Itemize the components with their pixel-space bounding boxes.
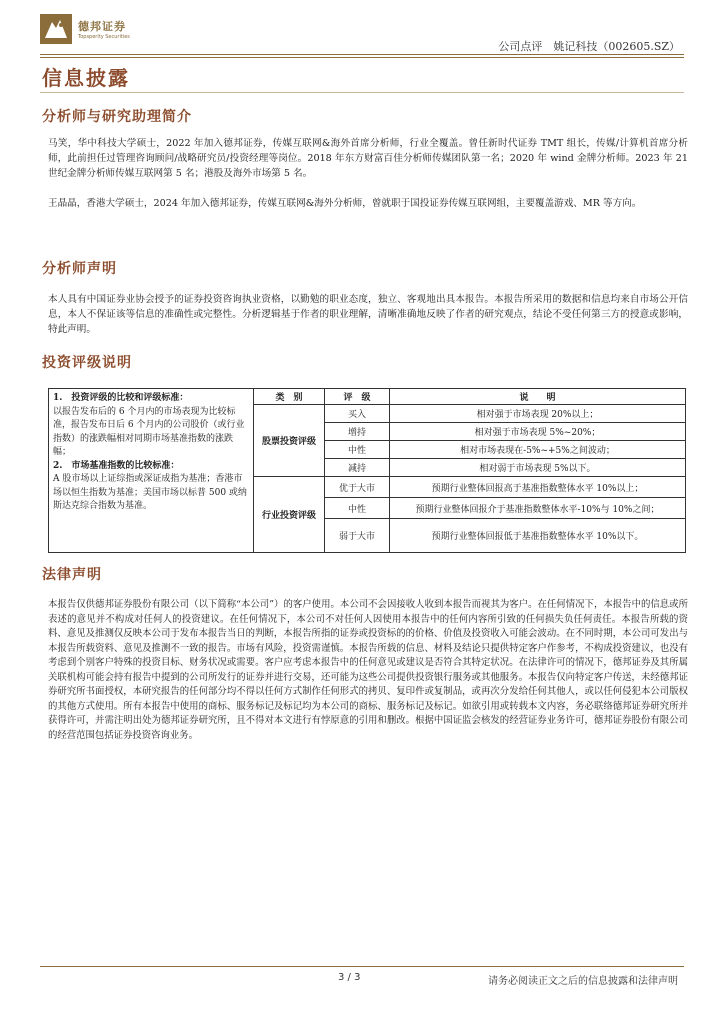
rating-description: 预期行业整体回报高于基准指数整体水平 10%以上； [390, 477, 686, 498]
rating-value: 增持 [325, 423, 390, 441]
analyst-intro-paragraph-1: 马笑，华中科技大学硕士，2022 年加入德邦证券，传媒互联网&海外首席分析师，行业全覆盖。曾任新时代证券 TMT 组长，传媒/计算机首席分析师，此前担任过管理咨询顾问/战略研究员/投资经理等岗位。2018 年东方财富百佳分析师传媒团队第一名；2020 年 wind 金牌分析师。2023 年 21 世纪金牌分析师传媒互联网第 5 名；港股及海外市场第 5 名。 [48, 138, 688, 179]
company-logo [40, 14, 150, 46]
logo-name: 德邦证券 [78, 20, 126, 33]
rating-criteria-text-1: 以报告发布后的 6 个月内的市场表现为比较标准，报告发布日后 6 个月内的公司股价（或行业指数）的涨跌幅相对同期市场基准指数的涨跌幅； [53, 406, 245, 457]
rating-criteria-text-2: A 股市场以上证综指或深证成指为基准；香港市场以恒生指数为基准；美国市场以标普 500 或纳斯达克综合指数为基准。 [53, 474, 247, 511]
stock-rating-category: 股票投资评级 [254, 405, 325, 477]
industry-rating-category: 行业投资评级 [254, 477, 325, 553]
rating-criteria-heading-1: 1. 投资评级的比较和评级标准： [53, 393, 189, 403]
rating-description: 相对市场表现在-5%~+5%之间波动； [390, 441, 686, 459]
rating-description: 相对强于市场表现 20%以上； [390, 405, 686, 423]
rating-criteria-cell [49, 389, 254, 553]
page-title: 信息披露 [42, 66, 130, 90]
analyst-intro-paragraph-2: 王晶晶，香港大学硕士，2024 年加入德邦证券，传媒互联网&海外分析师，曾就职于国投证券传媒互联网组，主要覆盖游戏、MR 等方向。 [48, 198, 642, 209]
header-divider-secondary [40, 57, 684, 58]
logo-mark-icon [40, 14, 72, 44]
analyst-statement-text: 本人具有中国证券业协会授予的证券投资咨询执业资格，以勤勉的职业态度，独立、客观地出具本报告。本报告所采用的数据和信息均来自市场公开信息，本人不保证该等信息的准确性或完整性。分析逻辑基于作者的职业理解，清晰准确地反映了作者的研究观点，结论不受任何第三方的授意或影响，特此声明。 [48, 294, 688, 335]
page-number: 3 / 3 [338, 972, 361, 983]
rating-value: 中性 [325, 498, 390, 519]
rating-table [48, 388, 686, 553]
logo-english-name: Topsperity Securities [78, 34, 130, 40]
rating-value: 中性 [325, 441, 390, 459]
rating-section-title: 投资评级说明 [42, 355, 132, 371]
footer-disclaimer: 请务必阅读正文之后的信息披露和法律声明 [488, 976, 678, 987]
rating-description: 预期行业整体回报介于基准指数整体水平-10%与 10%之间； [390, 498, 686, 519]
rating-description: 预期行业整体回报低于基准指数整体水平 10%以下。 [390, 519, 686, 553]
header-divider [40, 54, 684, 55]
rating-value: 买入 [325, 405, 390, 423]
column-header-rating: 评 级 [325, 389, 390, 405]
column-header-category: 类 别 [254, 389, 325, 405]
rating-criteria-heading-2: 2. 市场基准指数的比较标准： [53, 460, 180, 471]
rating-description: 相对弱于市场表现 5%以下。 [390, 459, 686, 477]
legal-statement-text: 本报告仅供德邦证券股份有限公司（以下简称“本公司”）的客户使用。本公司不会因接收人收到本报告而视其为客户。在任何情况下，本报告中的信息或所表述的意见并不构成对任何人的投资建议。在任何情况下，本公司不对任何人因使用本报告中的任何内容所引致的任何损失负任何责任。本报告所载的资料、意见及推测仅反映本公司于发布本报告当日的判断，本报告所指的证券或投资标的的价格、价值及投资收入可能会波动。在不同时期，本公司可发出与本报告所载资料、意见及推测不一致的报告。市场有风险，投资需谨慎。本报告所载的信息、材料及结论只提供特定客户作参考，不构成投资建议，也没有考虑到个别客户特殊的投资目标、财务状况或需要。客户应考虑本报告中的任何意见或建议是否符合其特定状况。在法律许可的情况下，德邦证券及其所属关联机构可能会持有报告中提到的公司所发行的证券并进行交易，还可能为这些公司提供投资银行服务或其他服务。本报告仅向特定客户传送，未经德邦证券研究所书面授权，本研究报告的任何部分均不得以任何方式制作任何形式的拷贝、复印件或复制品，或再次分发给任何其他人，或以任何侵犯本公司版权的其他方式使用。所有本报告中使用的商标、服务标记及标记均为本公司的商标、服务标记及标记。如欲引用或转载本文内容，务必联络德邦证券研究所并获得许可，并需注明出处为德邦证券研究所，且不得对本文进行有悖原意的引用和删改。根据中国证监会核发的经营证券业务许可，德邦证券股份有限公司的经营范围包括证券投资咨询业务。 [48, 599, 688, 741]
analyst-intro-title: 分析师与研究助理简介 [42, 109, 192, 125]
column-header-description: 说 明 [390, 389, 686, 405]
rating-description: 相对强于市场表现 5%~20%； [390, 423, 686, 441]
title-divider [40, 92, 684, 93]
rating-value: 优于大市 [325, 477, 390, 498]
legal-section-title: 法律声明 [42, 567, 102, 583]
footer-divider [40, 966, 684, 967]
rating-value: 弱于大市 [325, 519, 390, 553]
report-header-info: 公司点评 姚记科技（002605.SZ） [498, 40, 680, 53]
rating-value: 减持 [325, 459, 390, 477]
analyst-statement-title: 分析师声明 [42, 261, 117, 277]
